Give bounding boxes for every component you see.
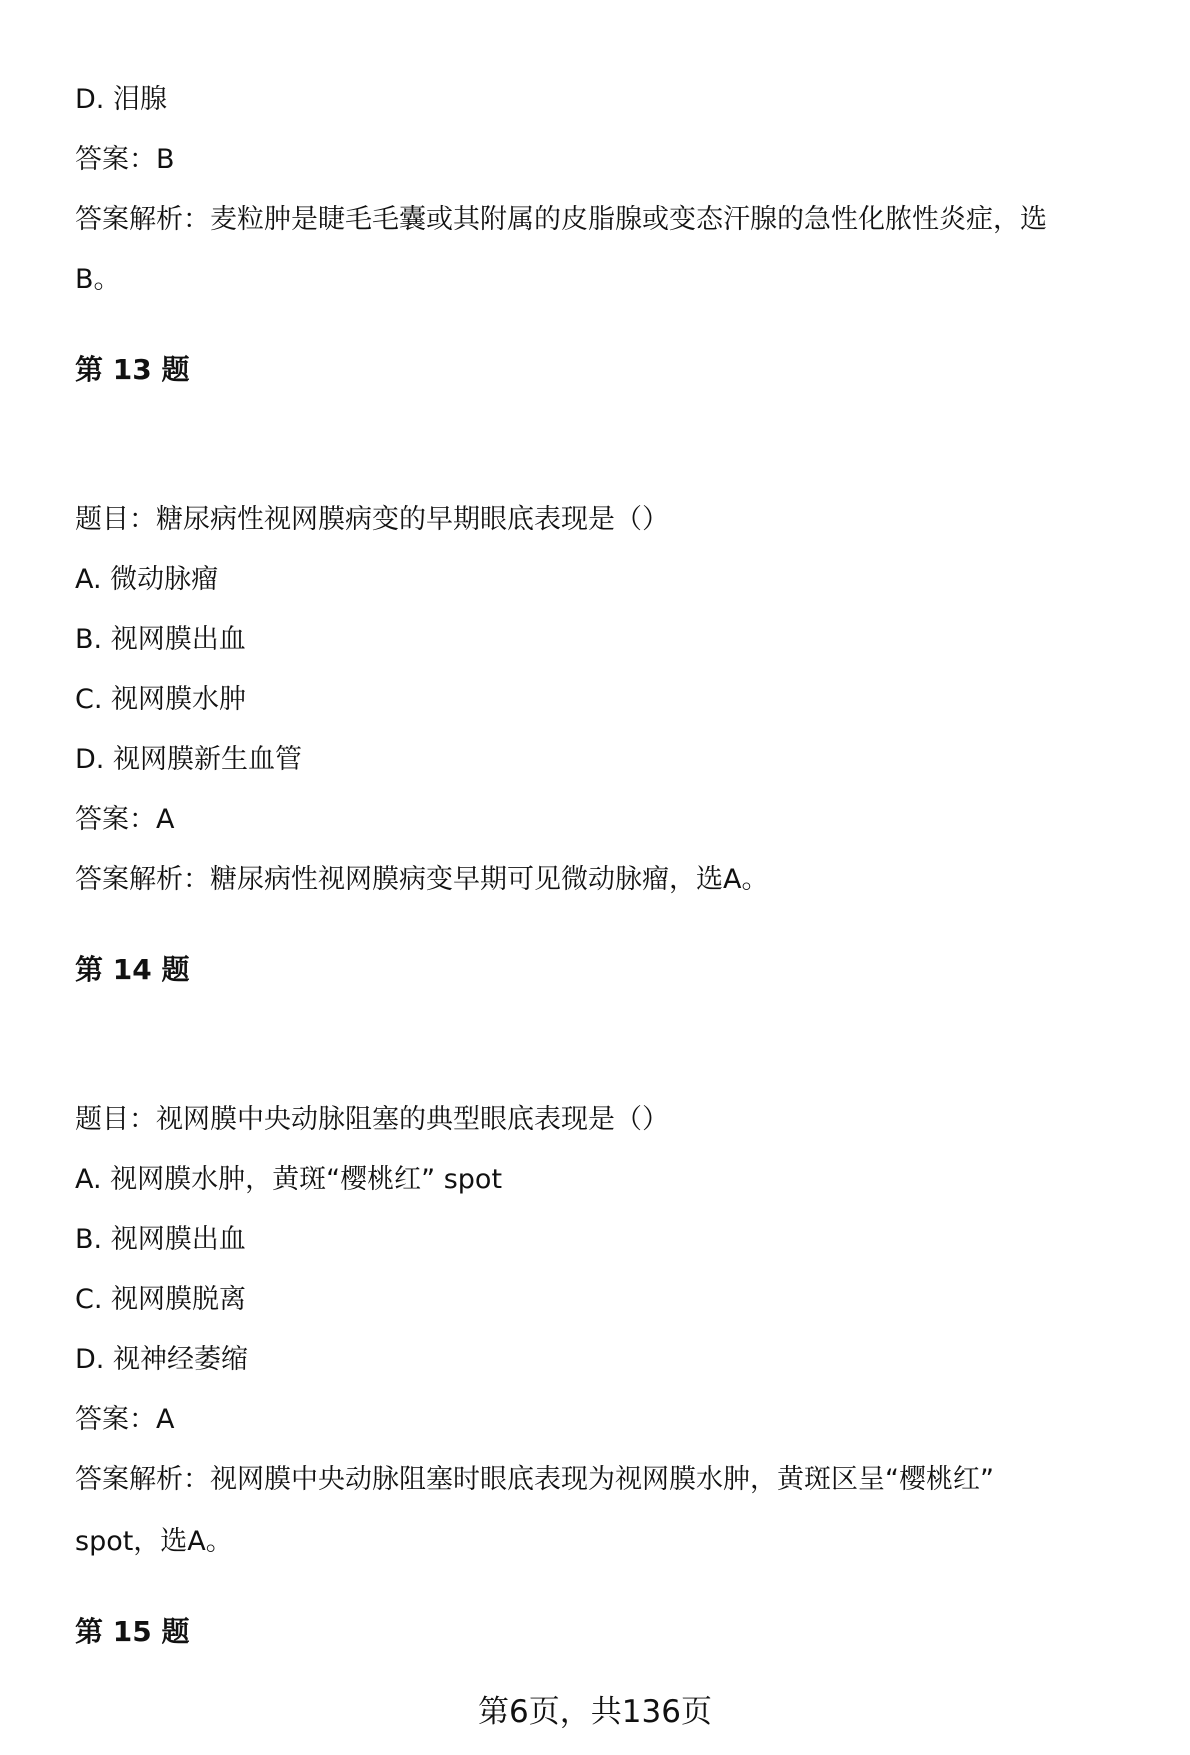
q13-option-d: D. 视网膜新生血管 (75, 744, 302, 775)
q14-heading: 第 14 题 (75, 953, 190, 986)
q14-explanation-line-1: 答案解析：视网膜中央动脉阻塞时眼底表现为视网膜水肿，黄斑区呈“樱桃红” (75, 1464, 994, 1495)
q13-option-a: A. 微动脉瘤 (75, 564, 219, 595)
q13-answer: 答案：A (75, 804, 175, 835)
page-footer: 第6页，共136页 (478, 1694, 712, 1730)
q14-question: 题目：视网膜中央动脉阻塞的典型眼底表现是（） (75, 1104, 669, 1135)
q14-option-c: C. 视网膜脱离 (75, 1284, 247, 1315)
q15-heading: 第 15 题 (75, 1615, 190, 1648)
q14-option-b: B. 视网膜出血 (75, 1224, 246, 1255)
prev-explanation-line-1: 答案解析：麦粒肿是睫毛毛囊或其附属的皮脂腺或变态汗腺的急性化脓性炎症，选 (75, 204, 1047, 235)
q13-heading: 第 13 题 (75, 353, 190, 386)
q13-question: 题目：糖尿病性视网膜病变的早期眼底表现是（） (75, 504, 669, 535)
q13-option-c: C. 视网膜水肿 (75, 684, 247, 715)
q13-option-b: B. 视网膜出血 (75, 624, 246, 655)
prev-option-d: D. 泪腺 (75, 84, 167, 115)
prev-answer: 答案：B (75, 144, 175, 175)
q14-option-d: D. 视神经萎缩 (75, 1344, 248, 1375)
q14-explanation-line-2: spot，选A。 (75, 1526, 233, 1557)
q14-answer: 答案：A (75, 1404, 175, 1435)
q13-explanation: 答案解析：糖尿病性视网膜病变早期可见微动脉瘤，选A。 (75, 864, 769, 895)
q14-option-a: A. 视网膜水肿，黄斑“樱桃红” spot (75, 1164, 503, 1195)
prev-explanation-line-2: B。 (75, 264, 121, 295)
